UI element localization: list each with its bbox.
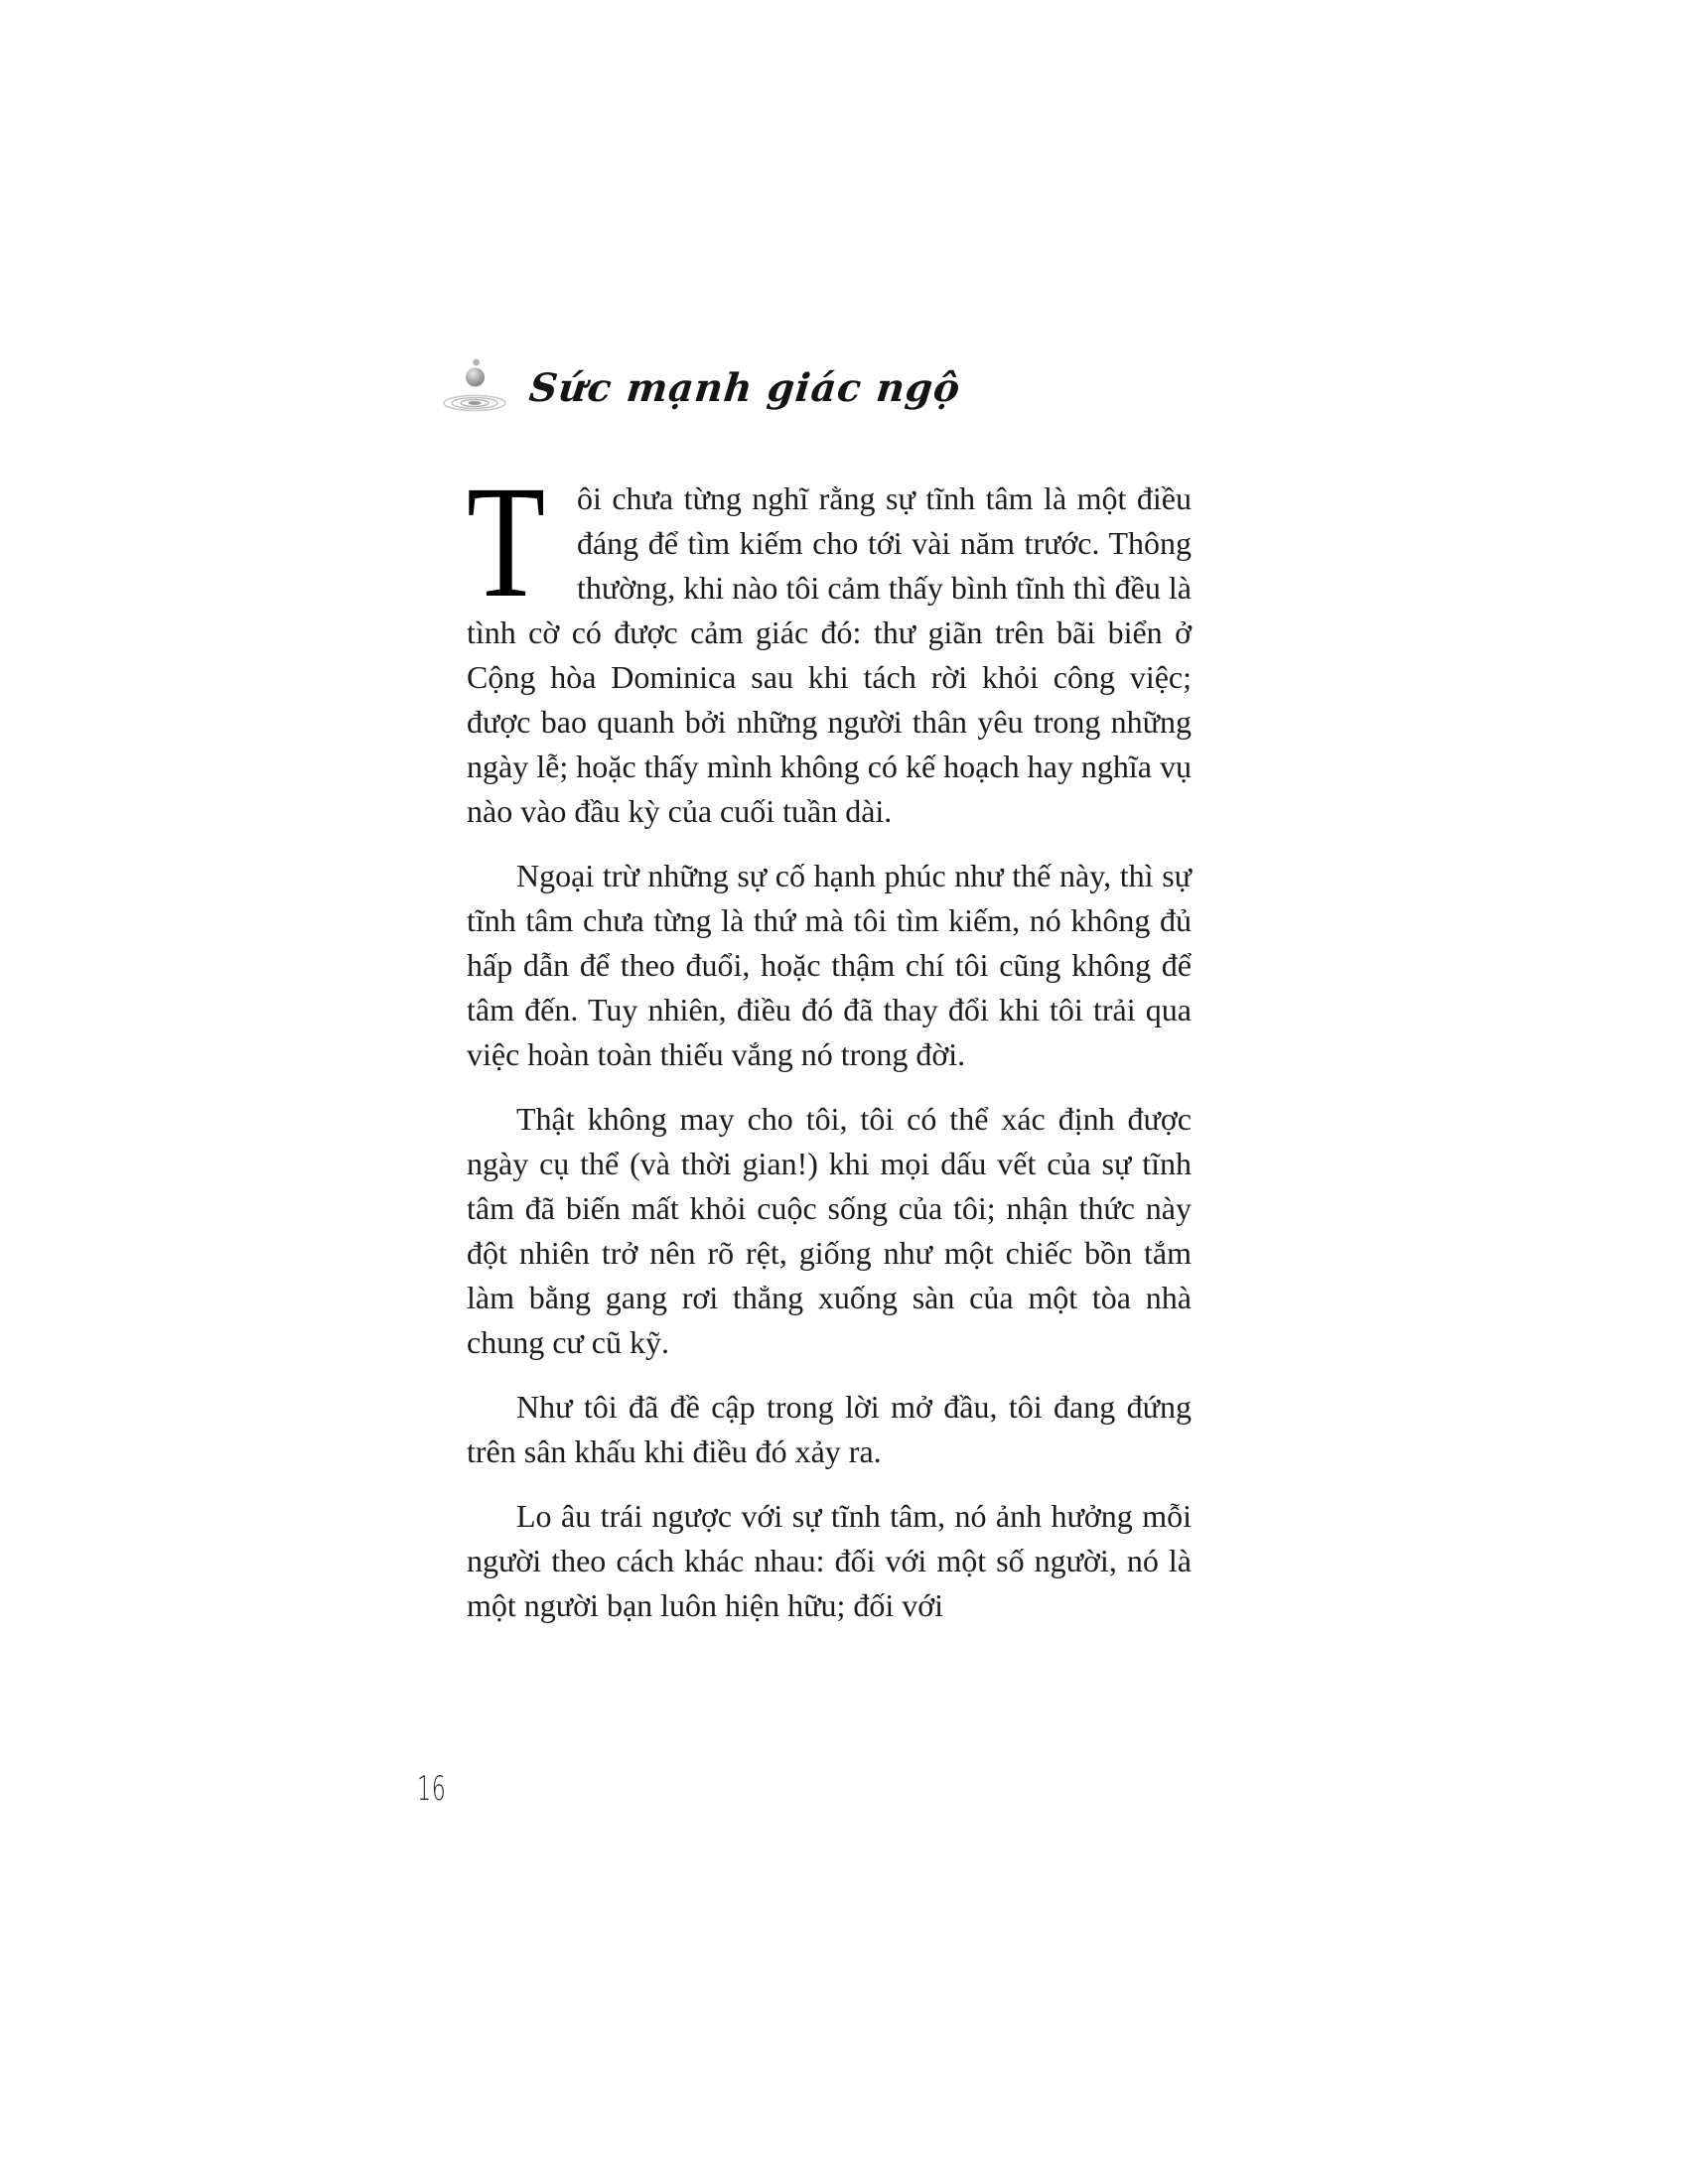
- drop-cap-letter: T: [467, 454, 546, 631]
- paragraph: Ngoại trừ những sự cố hạnh phúc như thế này, thì sự tĩnh tâm chưa từng là thứ mà tôi tìm kiếm, nó không đủ hấp dẫn để theo đuổi, hoặc thậm chí tôi cũng không để tâm đến. Tuy nhiên, điều đó đã thay đổi khi tôi trải qua việc hoàn toàn thiếu vắng nó trong đời.: [467, 858, 1192, 1072]
- paragraph-text: ôi chưa từng nghĩ rằng sự tĩnh tâm là một điều đáng để tìm kiếm cho tới vài năm trước. Thông thường, khi nào tôi cảm thấy bình tĩnh thì đều là tình cờ có được cảm giác đó: thư giãn trên bãi biển ở Cộng hòa Dominica sau khi tách rời khỏi công việc; được bao quanh bởi những người thân yêu trong những ngày lễ; hoặc thấy mình không có kế hoạch hay nghĩa vụ nào vào đầu kỳ của cuối tuần dài.: [467, 480, 1192, 829]
- paragraph: Lo âu trái ngược với sự tĩnh tâm, nó ảnh hưởng mỗi người theo cách khác nhau: đối với một số người, nó là một người bạn luôn hiện hữu; đối với: [467, 1498, 1192, 1623]
- body-text-column: [467, 454, 1192, 1648]
- paragraph: Thật không may cho tôi, tôi có thể xác định được ngày cụ thể (và thời gian!) khi mọi dấu vết của sự tĩnh tâm đã biến mất khỏi cuộc sống của tôi; nhận thức này đột nhiên trở nên rõ rệt, giống như một chiếc bồn tắm làm bằng gang rơi thẳng xuống sàn của một tòa nhà chung cư cũ kỹ.: [467, 1101, 1192, 1360]
- paragraph: Như tôi đã đề cập trong lời mở đầu, tôi đang đứng trên sân khấu khi điều đó xảy ra.: [467, 1389, 1192, 1469]
- chapter-title: Sức mạnh giác ngộ: [526, 365, 963, 411]
- page-number: 16: [417, 1769, 447, 1809]
- water-drop-ripples-icon: [440, 355, 509, 415]
- running-header: [440, 355, 963, 415]
- paragraph: [467, 454, 1192, 834]
